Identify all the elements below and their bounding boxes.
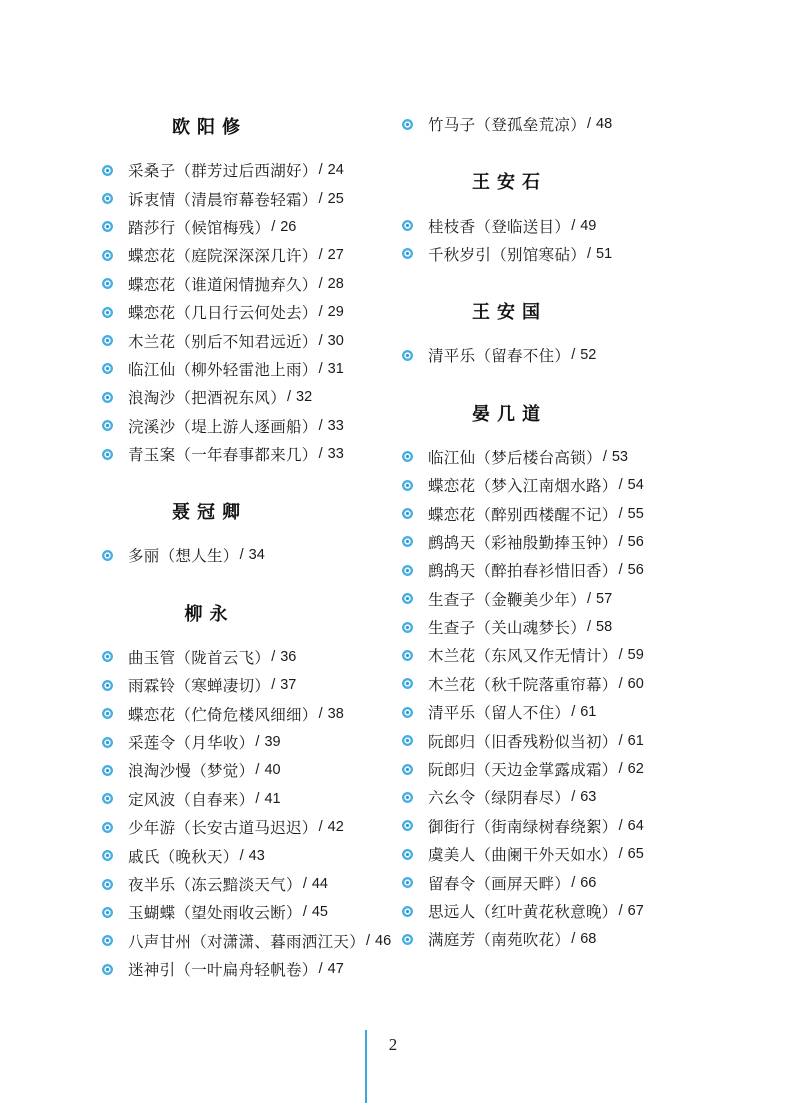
entry-title: 清平乐（留人不住） xyxy=(428,704,571,723)
bullet-icon xyxy=(102,449,113,460)
page-separator: / xyxy=(618,533,623,550)
page-separator: / xyxy=(239,547,244,564)
page-separator: / xyxy=(618,562,623,579)
bullet-icon xyxy=(402,565,413,576)
page-separator: / xyxy=(318,304,323,321)
footer-rule xyxy=(365,1030,367,1103)
entry-page: 24 xyxy=(327,162,344,179)
entry-title: 清平乐（留春不住） xyxy=(428,347,571,366)
entry-page: 56 xyxy=(627,562,644,579)
entry-title: 阮郎归（天边金掌露成霜） xyxy=(428,761,618,780)
toc-entry xyxy=(102,785,392,813)
entry-title: 留春令（画屏天畔） xyxy=(428,874,571,893)
page-separator: / xyxy=(318,819,323,836)
entry-title: 临江仙（柳外轻雷池上雨） xyxy=(128,360,318,379)
toc-entry xyxy=(102,541,392,569)
bullet-icon xyxy=(402,451,413,462)
entry-page: 47 xyxy=(327,961,344,978)
entry-title: 浣溪沙（堤上游人逐画船） xyxy=(128,417,318,436)
toc-entry xyxy=(402,240,702,268)
bullet-icon xyxy=(102,278,113,289)
author-section xyxy=(102,499,392,569)
page-separator: / xyxy=(618,846,623,863)
entry-page: 36 xyxy=(280,648,297,665)
page-separator: / xyxy=(302,876,307,892)
bullet-icon xyxy=(102,907,113,918)
entry-page: 42 xyxy=(327,819,344,836)
bullet-icon xyxy=(102,708,113,719)
entry-page: 46 xyxy=(375,932,392,949)
entry-page: 26 xyxy=(280,218,297,235)
page-separator: / xyxy=(239,847,244,864)
toc-entry xyxy=(102,383,392,411)
page-separator: / xyxy=(618,903,623,919)
entry-title: 临江仙（梦后楼台高锁） xyxy=(428,448,602,467)
page-separator: / xyxy=(255,734,260,751)
entry-page: 39 xyxy=(264,734,281,751)
bullet-icon xyxy=(402,508,413,519)
bullet-icon xyxy=(102,765,113,776)
bullet-icon xyxy=(402,735,413,746)
entry-list xyxy=(402,443,702,954)
entry-title: 蝶恋花（醉别西楼醒不记） xyxy=(428,505,618,524)
entry-page: 51 xyxy=(596,245,613,262)
toc-entry xyxy=(102,841,392,869)
toc-entry xyxy=(102,241,392,269)
bullet-icon xyxy=(102,850,113,861)
entry-title: 竹马子（登孤垒荒凉） xyxy=(428,116,587,135)
entry-page: 28 xyxy=(327,275,344,292)
author-heading: 王安国 xyxy=(472,302,547,324)
toc-entry xyxy=(402,613,702,641)
toc-entry xyxy=(102,955,392,983)
entry-page: 41 xyxy=(264,790,281,807)
toc-entry xyxy=(402,585,702,613)
author-heading: 王安石 xyxy=(472,172,547,194)
entry-page: 25 xyxy=(327,190,344,207)
entry-page: 61 xyxy=(627,732,644,749)
toc-entry xyxy=(102,440,392,468)
toc-entry xyxy=(402,443,702,471)
page-separator: / xyxy=(571,874,576,891)
author-heading: 欧阳修 xyxy=(172,117,247,138)
entry-title: 木兰花（东风又作无情计） xyxy=(428,647,618,666)
entry-page: 67 xyxy=(627,903,644,919)
entry-page: 29 xyxy=(327,304,344,321)
page-separator: / xyxy=(571,931,576,948)
toc-entry xyxy=(402,341,702,369)
entry-title: 六幺令（绿阴春尽） xyxy=(428,789,571,808)
bullet-icon xyxy=(402,877,413,888)
bullet-icon xyxy=(402,906,413,917)
toc-entry xyxy=(402,499,702,527)
bullet-icon xyxy=(402,480,413,491)
author-heading: 柳永 xyxy=(184,603,235,625)
entry-list xyxy=(402,110,702,138)
entry-page: 53 xyxy=(611,448,628,465)
author-section xyxy=(102,114,392,468)
bullet-icon xyxy=(102,550,113,561)
toc-entry xyxy=(102,870,392,898)
entry-page: 38 xyxy=(327,705,344,722)
entry-title: 鹧鸪天（彩袖殷勤捧玉钟） xyxy=(428,533,618,552)
entry-title: 鹧鸪天（醉拍春衫惜旧香） xyxy=(428,562,618,581)
entry-page: 33 xyxy=(327,446,344,463)
toc-entry xyxy=(402,783,702,811)
page-separator: / xyxy=(318,190,323,207)
entry-title: 生查子（金鞭美少年） xyxy=(428,590,587,609)
entry-title: 夜半乐（冻云黯淡天气） xyxy=(128,876,302,894)
page-separator: / xyxy=(618,477,623,494)
toc-column-left xyxy=(102,114,392,983)
entry-title: 思远人（红叶黄花秋意晚） xyxy=(428,903,618,921)
page-separator: / xyxy=(271,648,276,665)
entry-page: 27 xyxy=(327,247,344,264)
entry-title: 玉蝴蝶（望处雨收云断） xyxy=(128,904,302,923)
bullet-icon xyxy=(402,678,413,689)
page-separator: / xyxy=(587,245,592,262)
toc-entry xyxy=(402,528,702,556)
page-separator: / xyxy=(318,247,323,264)
bullet-icon xyxy=(402,220,413,231)
bullet-icon xyxy=(102,335,113,346)
entry-page: 68 xyxy=(580,931,597,948)
bullet-icon xyxy=(102,193,113,204)
entry-page: 55 xyxy=(627,505,644,522)
bullet-icon xyxy=(402,350,413,361)
continued-section xyxy=(402,110,702,138)
page-separator: / xyxy=(571,217,576,234)
entry-title: 青玉案（一年春事都来几） xyxy=(128,446,318,465)
entry-page: 63 xyxy=(580,789,597,806)
page-separator: / xyxy=(318,961,323,978)
entry-title: 采莲令（月华收） xyxy=(128,734,255,753)
bullet-icon xyxy=(102,165,113,176)
entry-title: 蝶恋花（庭院深深深几许） xyxy=(128,247,318,266)
author-section xyxy=(402,299,702,369)
entry-page: 56 xyxy=(627,533,644,550)
entry-page: 58 xyxy=(596,619,613,636)
entry-title: 少年游（长安古道马迟迟） xyxy=(128,819,318,838)
toc-entry xyxy=(402,110,702,138)
entry-page: 60 xyxy=(627,675,644,692)
entry-title: 满庭芳（南苑吹花） xyxy=(428,931,571,950)
page-separator: / xyxy=(366,932,371,949)
entry-title: 浪淘沙慢（梦觉） xyxy=(128,762,255,781)
entry-title: 御街行（街南绿树春绕絮） xyxy=(428,817,618,836)
page-separator: / xyxy=(318,332,323,349)
entry-title: 定风波（自春来） xyxy=(128,790,255,809)
bullet-icon xyxy=(102,822,113,833)
author-heading: 聂冠卿 xyxy=(172,502,247,524)
bullet-icon xyxy=(402,536,413,547)
entry-page: 62 xyxy=(627,761,644,778)
bullet-icon xyxy=(102,964,113,975)
entry-title: 诉衷情（清晨帘幕卷轻霜） xyxy=(128,190,318,209)
page-separator: / xyxy=(602,448,607,465)
page-separator: / xyxy=(618,817,623,834)
entry-page: 44 xyxy=(311,876,328,892)
entry-title: 雨霖铃（寒蝉凄切） xyxy=(128,677,271,696)
page-separator: / xyxy=(587,590,592,607)
page-separator: / xyxy=(618,732,623,749)
entry-page: 37 xyxy=(280,677,297,694)
entry-page: 64 xyxy=(627,817,644,834)
toc-entry xyxy=(102,643,392,671)
toc-entry xyxy=(402,925,702,953)
bullet-icon xyxy=(402,849,413,860)
entry-title: 蝶恋花（梦入江南烟水路） xyxy=(428,477,618,496)
page-number: 2 xyxy=(388,1035,398,1054)
bullet-icon xyxy=(402,622,413,633)
toc-entry xyxy=(102,671,392,699)
bullet-icon xyxy=(402,650,413,661)
toc-entry xyxy=(402,897,702,925)
author-section xyxy=(402,401,702,954)
bullet-icon xyxy=(402,820,413,831)
entry-title: 生查子（关山魂梦长） xyxy=(428,619,587,638)
toc-entry xyxy=(102,898,392,926)
page-separator: / xyxy=(618,675,623,692)
entry-title: 八声甘州（对潇潇、暮雨洒江天） xyxy=(128,932,366,951)
entry-title: 木兰花（别后不知君远近） xyxy=(128,332,318,351)
bullet-icon xyxy=(402,764,413,775)
toc-entry xyxy=(102,927,392,955)
bullet-icon xyxy=(402,934,413,945)
entry-page: 34 xyxy=(248,547,265,564)
toc-entry xyxy=(102,326,392,354)
toc-entry xyxy=(402,670,702,698)
bullet-icon xyxy=(402,593,413,604)
page-separator: / xyxy=(571,347,576,364)
page-separator: / xyxy=(255,762,260,779)
page-separator: / xyxy=(587,619,592,636)
toc-entry xyxy=(402,755,702,783)
entry-list xyxy=(402,341,702,369)
entry-page: 59 xyxy=(627,647,644,664)
entry-list xyxy=(102,541,392,569)
entry-page: 48 xyxy=(596,116,613,133)
entry-page: 32 xyxy=(296,389,313,406)
entry-page: 33 xyxy=(327,417,344,434)
toc-entry xyxy=(402,641,702,669)
toc-entry xyxy=(102,213,392,241)
bullet-icon xyxy=(102,737,113,748)
entry-page: 43 xyxy=(248,847,265,864)
toc-entry xyxy=(102,270,392,298)
entry-title: 采桑子（群芳过后西湖好） xyxy=(128,162,318,181)
page-separator: / xyxy=(318,162,323,179)
entry-page: 52 xyxy=(580,347,597,364)
page-separator: / xyxy=(318,446,323,463)
bullet-icon xyxy=(102,879,113,890)
entry-page: 49 xyxy=(580,217,597,234)
bullet-icon xyxy=(102,935,113,946)
page-separator: / xyxy=(318,360,323,377)
bullet-icon xyxy=(102,392,113,403)
toc-entry xyxy=(102,412,392,440)
toc-entry xyxy=(102,813,392,841)
page-separator: / xyxy=(318,275,323,292)
toc-entry xyxy=(102,298,392,326)
entry-list xyxy=(102,643,392,984)
toc-entry xyxy=(102,728,392,756)
entry-title: 阮郎归（旧香残粉似当初） xyxy=(428,732,618,751)
bullet-icon xyxy=(402,248,413,259)
page-separator: / xyxy=(255,790,260,807)
entry-title: 曲玉管（陇首云飞） xyxy=(128,648,271,667)
entry-page: 57 xyxy=(596,590,613,607)
toc-entry xyxy=(402,556,702,584)
entry-title: 桂枝香（登临送目） xyxy=(428,217,571,236)
entry-page: 31 xyxy=(327,360,344,377)
bullet-icon xyxy=(102,793,113,804)
page-separator: / xyxy=(587,116,592,133)
entry-page: 66 xyxy=(580,874,597,891)
entry-title: 木兰花（秋千院落重帘幕） xyxy=(428,675,618,694)
page-separator: / xyxy=(318,705,323,722)
bullet-icon xyxy=(102,363,113,374)
entry-page: 54 xyxy=(627,477,644,494)
page-separator: / xyxy=(302,904,307,921)
bullet-icon xyxy=(102,221,113,232)
toc-entry xyxy=(102,184,392,212)
entry-title: 踏莎行（候馆梅残） xyxy=(128,218,271,237)
bullet-icon xyxy=(102,651,113,662)
entry-title: 蝶恋花（几日行云何处去） xyxy=(128,304,318,323)
entry-title: 虞美人（曲阑干外天如水） xyxy=(428,846,618,865)
toc-column-right xyxy=(402,110,702,954)
page-separator: / xyxy=(618,647,623,664)
page-separator: / xyxy=(271,677,276,694)
toc-entry xyxy=(402,840,702,868)
toc-entry xyxy=(402,211,702,239)
bullet-icon xyxy=(402,707,413,718)
entry-title: 浪淘沙（把酒祝东风） xyxy=(128,389,287,408)
entry-page: 30 xyxy=(327,332,344,349)
entry-title: 千秋岁引（别馆寒砧） xyxy=(428,245,587,264)
author-section xyxy=(102,601,392,984)
author-section xyxy=(402,169,702,268)
bullet-icon xyxy=(102,307,113,318)
page-separator: / xyxy=(618,761,623,778)
page-separator: / xyxy=(287,389,292,406)
toc-entry xyxy=(102,355,392,383)
page-separator: / xyxy=(318,417,323,434)
entry-page: 65 xyxy=(627,846,644,863)
page-separator: / xyxy=(571,789,576,806)
page-separator: / xyxy=(271,218,276,235)
toc-entry xyxy=(402,726,702,754)
entry-page: 45 xyxy=(311,904,328,921)
page-separator: / xyxy=(571,704,576,721)
entry-title: 多丽（想人生） xyxy=(128,547,239,566)
toc-entry xyxy=(402,812,702,840)
toc-entry xyxy=(402,471,702,499)
bullet-icon xyxy=(102,680,113,691)
entry-title: 戚氏（晚秋天） xyxy=(128,847,239,866)
entry-list xyxy=(402,211,702,268)
entry-title: 蝶恋花（伫倚危楼风细细） xyxy=(128,705,318,724)
entry-title: 蝶恋花（谁道闲情抛弃久） xyxy=(128,275,318,294)
entry-title: 迷神引（一叶扁舟轻帆卷） xyxy=(128,961,318,980)
bullet-icon xyxy=(402,119,413,130)
toc-entry xyxy=(102,699,392,727)
toc-entry xyxy=(402,698,702,726)
toc-entry xyxy=(402,868,702,896)
author-heading: 晏几道 xyxy=(472,403,547,425)
bullet-icon xyxy=(102,420,113,431)
toc-entry xyxy=(102,156,392,184)
page-separator: / xyxy=(618,505,623,522)
entry-list xyxy=(102,156,392,468)
entry-page: 40 xyxy=(264,762,281,779)
bullet-icon xyxy=(102,250,113,261)
bullet-icon xyxy=(402,792,413,803)
entry-page: 61 xyxy=(580,704,597,721)
toc-entry xyxy=(102,756,392,784)
